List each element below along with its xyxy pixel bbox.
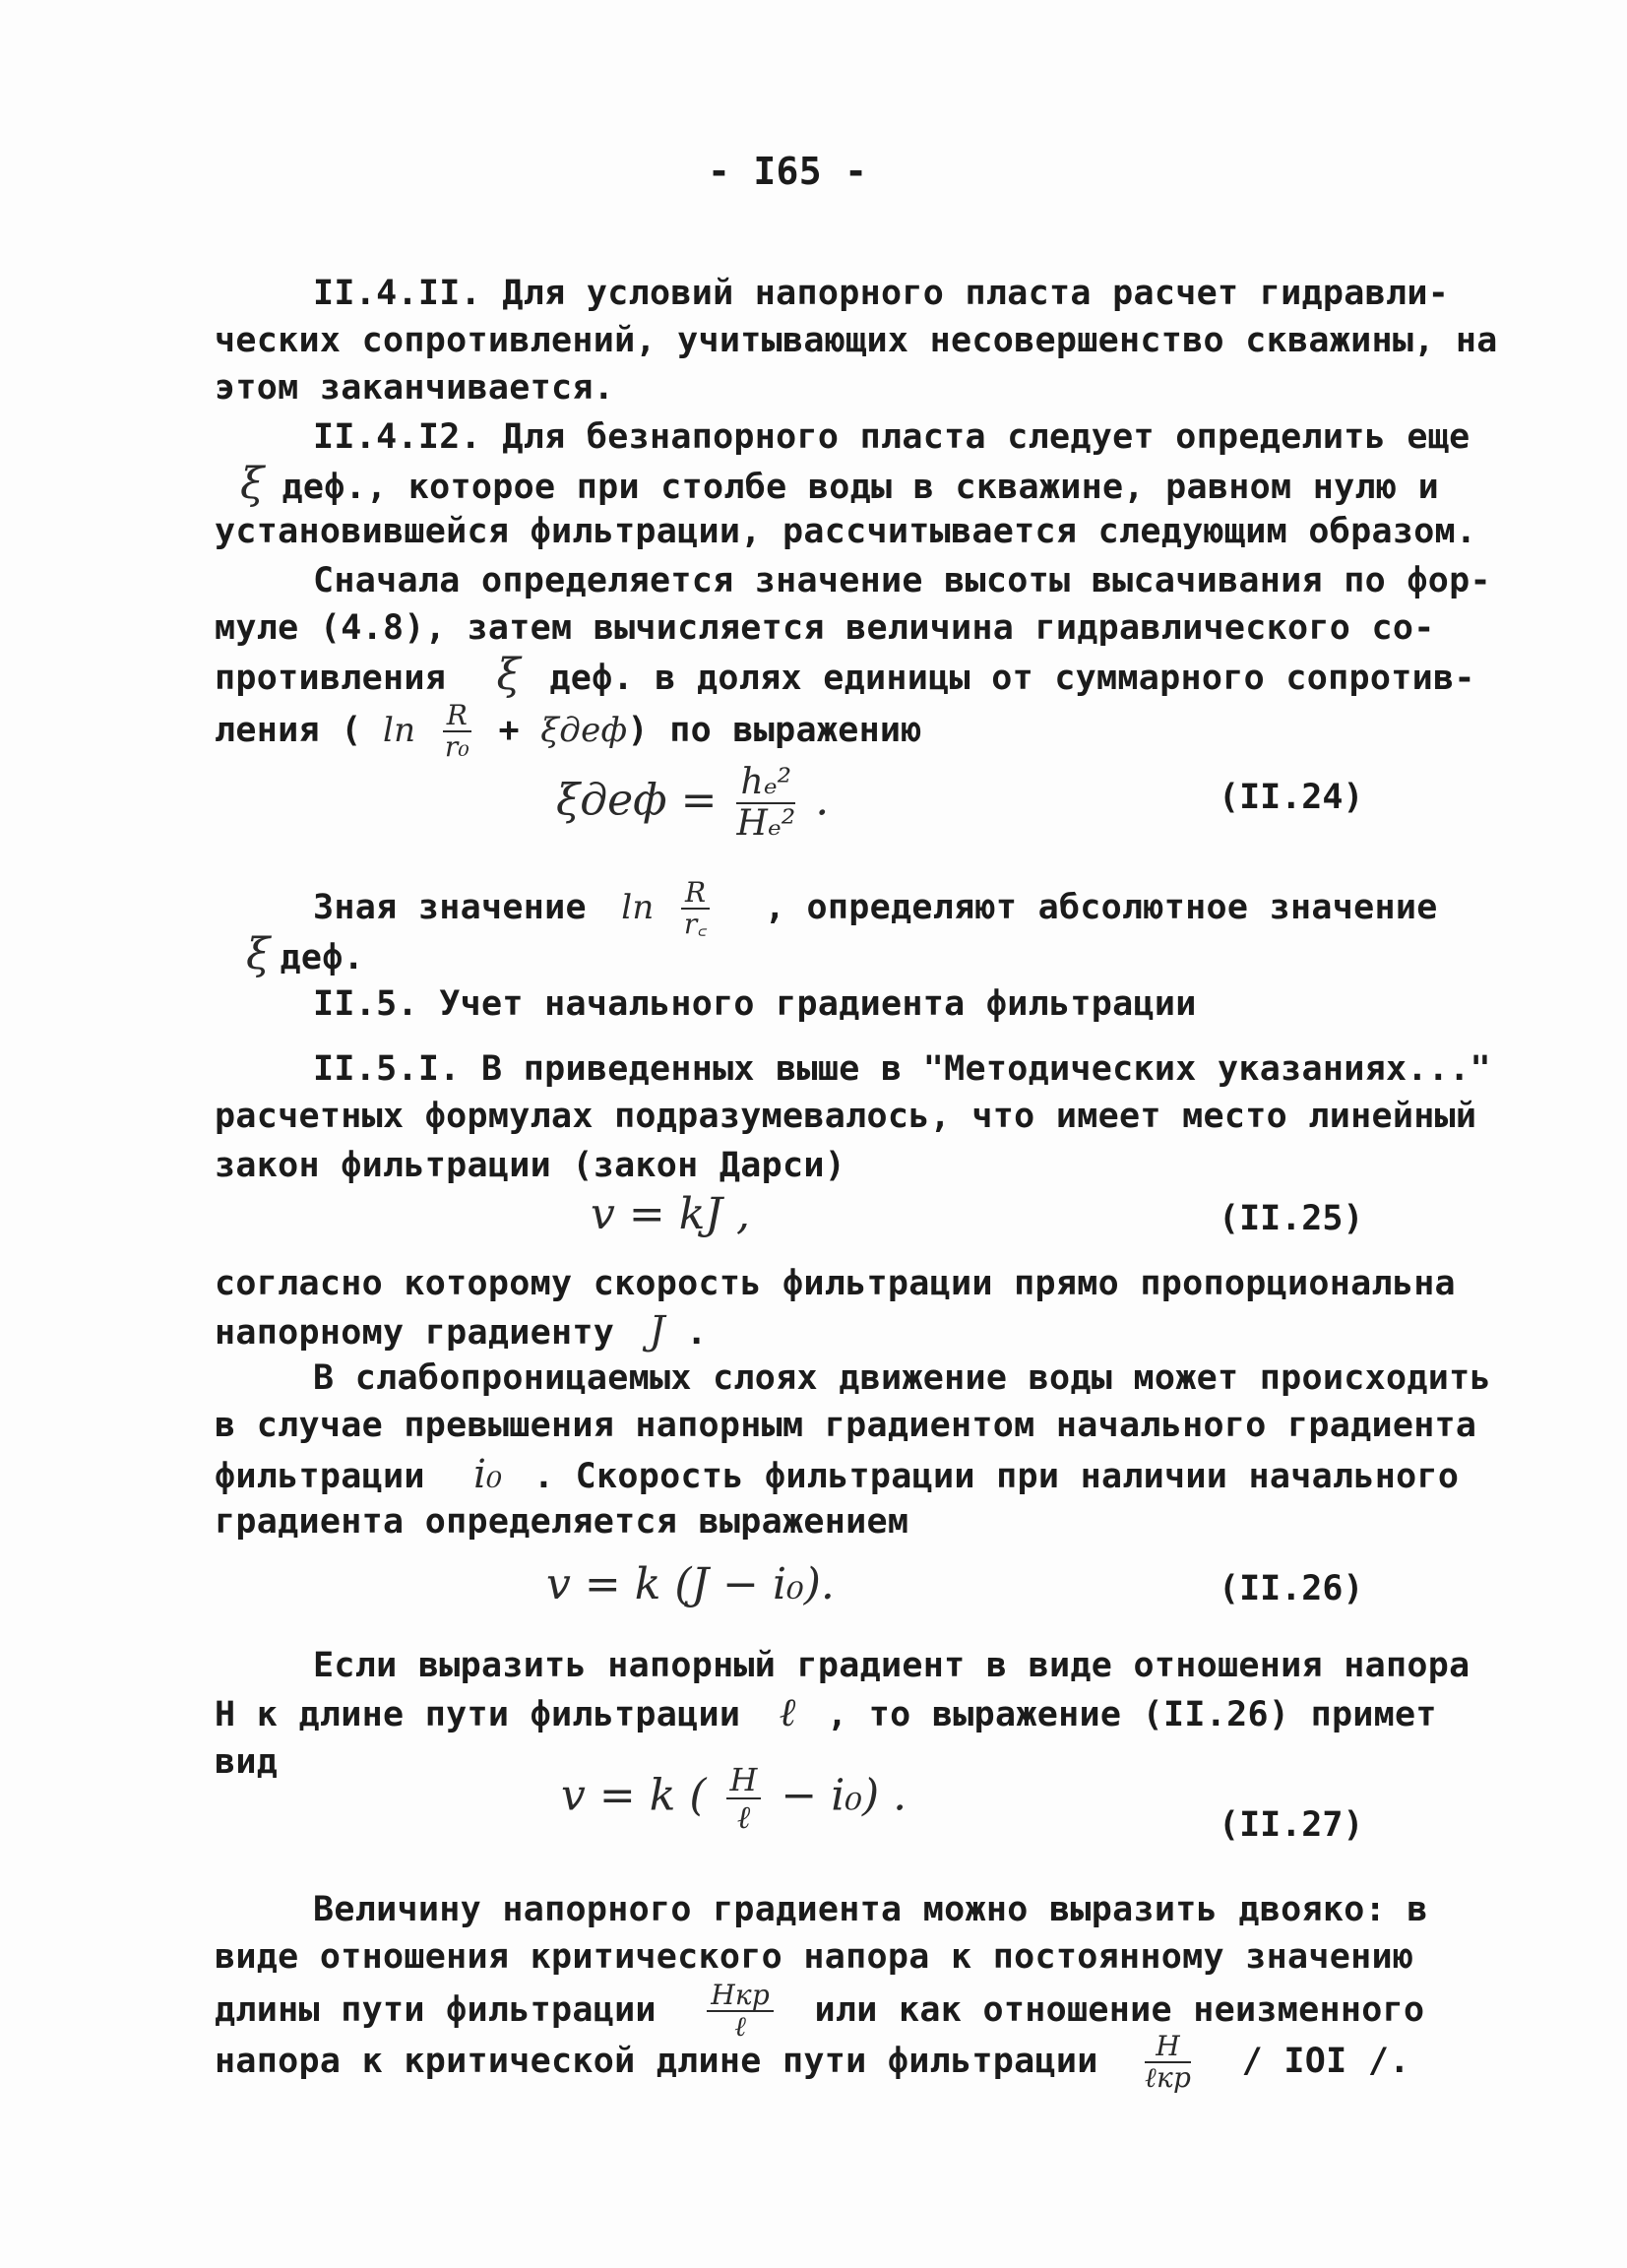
- equation-number: (II.27): [1219, 1805, 1364, 1845]
- page-number: - I65 -: [708, 150, 868, 193]
- paragraph-line: [215, 2032, 1410, 2093]
- xi-symbol: ξ: [240, 459, 265, 509]
- line-text: напорному градиенту: [215, 1313, 615, 1353]
- section-heading: II.5. Учет начального градиента фильтрации: [313, 984, 1197, 1024]
- paragraph-line: муле (4.8), затем вычисляется величина гидравлического со-: [215, 608, 1435, 648]
- line-text: напора к критической длине пути фильтрации: [215, 2042, 1098, 2081]
- paragraph-line: виде отношения критического напора к постоянному значению: [215, 1937, 1414, 1977]
- fraction-numerator: Hкр: [707, 1981, 774, 2012]
- paragraph-line: согласно которому скорость фильтрации прямо пропорциональна: [215, 1264, 1456, 1303]
- paragraph-line: II.5.I. В приведенных выше в "Методических указаниях...": [313, 1049, 1491, 1089]
- xi-symbol: ξ: [496, 650, 522, 700]
- gradient-symbol: J: [649, 1308, 665, 1354]
- paragraph-line: [215, 1451, 1459, 1500]
- paragraph-line: этом заканчивается.: [215, 368, 615, 408]
- paragraph-line: [215, 1307, 708, 1356]
- initial-gradient-symbol: i₀: [473, 1452, 503, 1497]
- line-text: по выражению: [669, 711, 922, 750]
- fraction-denominator: r꜀: [683, 908, 708, 940]
- fraction-numerator: R: [443, 701, 471, 732]
- line-text: / IOI /.: [1241, 2042, 1410, 2081]
- fraction-numerator: R: [681, 878, 710, 910]
- fraction-numerator: H: [726, 1762, 762, 1799]
- paragraph-line: [215, 652, 1475, 702]
- paragraph-line: установившейся фильтрации, рассчитывается следующим образом.: [215, 512, 1477, 551]
- line-period: .: [686, 1313, 708, 1353]
- equation-number: (II.24): [1219, 778, 1364, 817]
- line-text: Зная значение: [313, 888, 587, 927]
- equation-II-24: [556, 763, 829, 844]
- fraction-numerator: hₑ²: [736, 763, 795, 804]
- paragraph-line: закон фильтрации (закон Дарси): [215, 1146, 846, 1185]
- line-text: ления (: [215, 711, 362, 750]
- paragraph-line: в случае превышения напорным градиентом начального градиента: [215, 1406, 1477, 1445]
- ln-function: ln: [621, 888, 655, 927]
- line-text: или как отношение неизменного: [814, 1990, 1425, 2030]
- paragraph-line: В слабопроницаемых слоях движение воды может происходить: [313, 1358, 1491, 1398]
- paragraph-line: ческих сопротивлений, учитывающих несовершенство скважины, на: [215, 321, 1498, 360]
- line-text: длины пути фильтрации: [215, 1990, 657, 2030]
- line-text: H к длине пути фильтрации: [215, 1695, 741, 1734]
- equation-rhs: − i₀) .: [781, 1770, 907, 1821]
- equation-period: .: [815, 775, 830, 826]
- equation-II-27: [561, 1762, 907, 1835]
- fraction-H-over-l: [726, 1762, 762, 1835]
- line-text: противления: [215, 659, 447, 698]
- line-text: , определяют абсолютное значение: [764, 888, 1438, 927]
- ln-function: ln: [382, 711, 416, 750]
- equation-lhs: v = k (: [561, 1770, 707, 1821]
- equation-lhs: ξдеф =: [556, 775, 718, 826]
- equation-II-26: v = k (J − i₀).: [546, 1559, 835, 1609]
- paragraph-line: градиента определяется выражением: [215, 1502, 909, 1542]
- paragraph-line: [246, 931, 364, 981]
- xi-def-symbol: ξдеф: [540, 711, 628, 750]
- paragraph-line: ления ( ln $\frac{R}{\text{r₀}}$ + ξдеф) по выражению: [215, 699, 922, 763]
- fraction-denominator: Hₑ²: [736, 803, 796, 844]
- fraction-he-over-He: [736, 763, 795, 844]
- paragraph-line: Если выразить напорный градиент в виде отношения напора: [313, 1646, 1471, 1685]
- fraction-denominator: ℓ: [736, 1798, 751, 1836]
- xi-symbol: ξ: [246, 929, 271, 979]
- fraction-R-over-rc: [681, 878, 710, 939]
- fraction-H-over-lkr: [1145, 2032, 1191, 2093]
- paragraph-line: II.4.II. Для условий напорного пласта расчет гидравли-: [313, 274, 1450, 313]
- paragraph-line: вид: [215, 1742, 279, 1782]
- paragraph-line: расчетных формулах подразумевалось, что имеет место линейный: [215, 1097, 1477, 1136]
- paragraph-line: [215, 1689, 1437, 1738]
- line-text: деф., которое при столбе воды в скважине, равном нулю и: [282, 468, 1439, 507]
- equation-number: (II.26): [1219, 1569, 1364, 1608]
- paragraph-line: II.4.I2. Для безнапорного пласта следует определить еще: [313, 417, 1471, 457]
- paragraph-line: Сначала определяется значение высоты высачивания по фор-: [313, 561, 1491, 600]
- fraction-denominator: ℓкр: [1145, 2061, 1192, 2094]
- line-text: фильтрации: [215, 1457, 425, 1496]
- plus-sign: +: [498, 711, 520, 750]
- fraction-numerator: H: [1145, 2032, 1191, 2063]
- paragraph-line: [313, 878, 1438, 939]
- equation-number: (II.25): [1219, 1199, 1364, 1238]
- paragraph-line: [240, 461, 1439, 511]
- line-text: деф.: [280, 938, 365, 977]
- line-text: деф. в долях единицы от суммарного сопротив-: [549, 659, 1475, 698]
- line-text: . Скорость фильтрации при наличии начального: [532, 1457, 1460, 1496]
- equation-II-25: v = kJ ,: [591, 1189, 750, 1239]
- paragraph-line: Величину напорного градиента можно выразить двояко: в: [313, 1890, 1428, 1929]
- fraction-R-over-r0: [443, 701, 471, 762]
- line-text: , то выражение (II.26) примет: [827, 1695, 1437, 1734]
- path-length-symbol: ℓ: [779, 1690, 796, 1735]
- fraction-denominator: ℓ: [734, 2010, 747, 2043]
- fraction-denominator: r₀: [444, 730, 470, 763]
